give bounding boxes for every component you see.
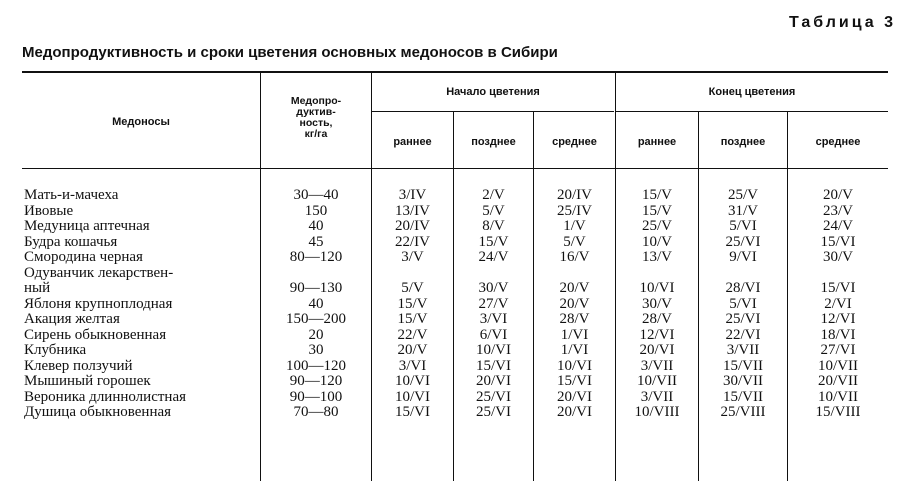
end-early-column bbox=[616, 188, 698, 421]
start-late-column bbox=[454, 188, 533, 421]
table-cell-e-early: 12/VI bbox=[639, 326, 675, 343]
table-cell-e-early: 10/VII bbox=[637, 373, 677, 389]
table-cell-e-late: 22/VI bbox=[725, 326, 761, 343]
table-cell-e-early: 28/V bbox=[642, 311, 672, 327]
table-cell-s-avg: 1/V bbox=[563, 218, 586, 234]
plant-name: Душица обыкновенная bbox=[24, 404, 172, 420]
table-cell-prod: 90—100 bbox=[289, 388, 343, 405]
table-cell-prod: 40 bbox=[308, 295, 324, 312]
table-cell-prod: 90—130 bbox=[289, 280, 343, 296]
table-cell-s-late: 8/V bbox=[482, 218, 505, 234]
header-end-late: позднее bbox=[720, 136, 766, 148]
plant-name: Будра кошачья bbox=[24, 233, 118, 250]
table-cell-e-early: 10/VI bbox=[639, 280, 675, 296]
top-rule bbox=[22, 71, 888, 73]
table-cell-e-avg: 23/V bbox=[823, 202, 853, 219]
table-cell-s-avg: 20/VI bbox=[557, 388, 592, 405]
table-cell-s-early: 15/V bbox=[397, 311, 428, 327]
table-cell-prod: 30 bbox=[308, 342, 324, 358]
plant-name: Одуванчик лекарствен- ный bbox=[24, 264, 174, 296]
table-cell-s-early: 15/V bbox=[397, 295, 428, 312]
table-cell-s-avg: 10/VI bbox=[557, 357, 592, 374]
table-cell-s-avg: 28/V bbox=[559, 311, 590, 327]
header-flowering-end: Конец цветения bbox=[708, 86, 796, 98]
table-cell-e-avg: 15/VIII bbox=[815, 404, 861, 420]
plant-name: Медуница аптечная bbox=[24, 218, 150, 234]
plant-name: Яблоня крупноплодная bbox=[24, 295, 173, 312]
table-cell-s-avg: 20/V bbox=[559, 295, 590, 312]
start-group-rule bbox=[372, 111, 614, 112]
header-start-late: позднее bbox=[471, 136, 516, 148]
table-cell-e-early: 20/VI bbox=[639, 342, 675, 358]
table-cell-e-avg: 15/VI bbox=[820, 233, 856, 250]
table-cell-s-late: 10/VI bbox=[476, 342, 511, 358]
table-cell-s-late: 5/V bbox=[482, 202, 505, 219]
table-cell-e-avg: 10/VII bbox=[818, 388, 858, 405]
plant-name: Вероника длиннолистная bbox=[24, 388, 186, 405]
table-cell-s-avg: 5/V bbox=[563, 233, 586, 250]
table-cell-e-early: 3/VII bbox=[640, 357, 674, 374]
table-cell-s-avg: 15/VI bbox=[557, 373, 592, 389]
table-cell-s-late: 2/V bbox=[482, 187, 505, 203]
table-cell-e-avg: 27/VI bbox=[820, 342, 856, 358]
start-early-column bbox=[372, 188, 453, 421]
header-flowering-start: Начало цветения bbox=[446, 86, 540, 98]
table-cell-s-early: 3/IV bbox=[398, 187, 427, 203]
table-cell-s-early: 22/V bbox=[397, 326, 428, 343]
table-cell-e-late: 25/VI bbox=[725, 233, 761, 250]
plant-name: Смородина черная bbox=[24, 249, 143, 265]
table-cell-e-late: 30/VII bbox=[723, 373, 763, 389]
table-cell-s-avg: 25/IV bbox=[557, 202, 592, 219]
table-cell-e-late: 31/V bbox=[728, 202, 758, 219]
table-cell-s-avg: 20/V bbox=[559, 280, 590, 296]
table-cell-s-avg: 20/VI bbox=[557, 404, 592, 420]
table-cell-s-late: 30/V bbox=[478, 280, 509, 296]
table-cell-e-avg: 12/VI bbox=[820, 311, 856, 327]
table-cell-e-late: 5/VI bbox=[729, 295, 757, 312]
table-cell-e-avg: 20/V bbox=[823, 187, 853, 203]
table-cell-prod: 45 bbox=[308, 233, 324, 250]
header-plants: Медоносы bbox=[112, 116, 170, 128]
table-cell-e-late: 3/VII bbox=[726, 342, 760, 358]
table-cell-e-late: 25/VIII bbox=[720, 404, 766, 420]
table-cell-s-early: 10/VI bbox=[395, 373, 430, 389]
table-cell-s-late: 24/V bbox=[478, 249, 509, 265]
table-cell-e-early: 10/VIII bbox=[634, 404, 680, 420]
table-cell-prod: 100—120 bbox=[286, 357, 346, 374]
start-average-column bbox=[534, 188, 615, 421]
table-cell-e-late: 5/VI bbox=[729, 218, 757, 234]
plant-name: Сирень обыкновенная bbox=[24, 326, 167, 343]
table-cell-prod: 80—120 bbox=[289, 249, 343, 265]
plant-name: Мать-и-мачеха bbox=[24, 187, 119, 203]
table-cell-s-late: 15/V bbox=[478, 233, 509, 250]
table-cell-s-late: 25/VI bbox=[476, 388, 511, 405]
table-cell-prod: 90—120 bbox=[289, 373, 343, 389]
table-cell-prod: 150—200 bbox=[286, 311, 346, 327]
vline bbox=[260, 73, 261, 481]
end-group-rule bbox=[616, 111, 888, 112]
table-cell-e-avg: 30/V bbox=[823, 249, 853, 265]
productivity-column bbox=[262, 188, 370, 421]
table-cell-prod: 70—80 bbox=[293, 404, 339, 420]
header-end-early: раннее bbox=[637, 136, 677, 148]
table-cell-s-early: 5/V bbox=[401, 280, 424, 296]
table-number: Таблица 3 bbox=[788, 14, 896, 31]
table-cell-e-avg: 18/VI bbox=[820, 326, 856, 343]
header-bottom-rule bbox=[22, 168, 888, 169]
table-cell-s-early: 3/VI bbox=[398, 357, 427, 374]
plant-name-column bbox=[24, 188, 260, 421]
table-cell-s-avg: 1/VI bbox=[560, 326, 589, 343]
table-cell-e-late: 28/VI bbox=[725, 280, 761, 296]
plant-name: Клевер ползучий bbox=[24, 357, 133, 374]
table-cell-e-early: 13/V bbox=[642, 249, 672, 265]
table-cell-s-late: 6/VI bbox=[479, 326, 508, 343]
table-cell-e-early: 3/VII bbox=[640, 388, 674, 405]
plant-name: Клубника bbox=[24, 342, 87, 358]
table-cell-s-late: 27/V bbox=[478, 295, 509, 312]
table-cell-e-late: 15/VII bbox=[723, 388, 763, 405]
end-average-column bbox=[788, 188, 888, 421]
table-cell-e-early: 25/V bbox=[642, 218, 672, 234]
plant-name: Мышиный горошек bbox=[24, 373, 151, 389]
table-cell-e-late: 25/VI bbox=[725, 311, 761, 327]
table-cell-s-late: 3/VI bbox=[479, 311, 508, 327]
table-cell-s-avg: 1/VI bbox=[560, 342, 589, 358]
table-cell-s-early: 20/IV bbox=[395, 218, 430, 234]
table-caption: Медопродуктивность и сроки цветения основных медоносов в Сибири bbox=[22, 44, 558, 61]
table-cell-s-early: 3/V bbox=[401, 249, 424, 265]
table-cell-e-early: 10/V bbox=[642, 233, 672, 250]
header-start-early: раннее bbox=[393, 136, 432, 148]
table-cell-s-early: 20/V bbox=[397, 342, 428, 358]
table-cell-e-avg: 15/VI bbox=[820, 280, 856, 296]
table-cell-s-avg: 16/V bbox=[559, 249, 590, 265]
end-late-column bbox=[699, 188, 787, 421]
table-cell-s-early: 10/VI bbox=[395, 388, 430, 405]
table-cell-e-avg: 10/VII bbox=[818, 357, 858, 374]
table-cell-e-late: 9/VI bbox=[729, 249, 757, 265]
header-start-average: среднее bbox=[552, 136, 597, 148]
table-cell-s-avg: 20/IV bbox=[557, 187, 592, 203]
plant-name: Акация желтая bbox=[24, 311, 120, 327]
table-cell-e-early: 15/V bbox=[642, 202, 672, 219]
table-cell-prod: 150 bbox=[304, 202, 328, 219]
table-cell-prod: 40 bbox=[308, 218, 324, 234]
table-cell-e-late: 15/VII bbox=[723, 357, 763, 374]
table-cell-prod: 30—40 bbox=[293, 187, 339, 203]
table-cell-s-early: 22/IV bbox=[395, 233, 430, 250]
table-cell-s-early: 15/VI bbox=[395, 404, 430, 420]
table-cell-e-avg: 20/VII bbox=[818, 373, 858, 389]
header-productivity: Медопро- дуктив- ность, кг/га bbox=[290, 95, 342, 140]
table-cell-e-late: 25/V bbox=[728, 187, 758, 203]
table-cell-e-early: 15/V bbox=[642, 187, 672, 203]
table-cell-e-avg: 2/VI bbox=[824, 295, 852, 312]
table-cell-s-early: 13/IV bbox=[395, 202, 430, 219]
plant-name: Ивовые bbox=[24, 202, 74, 219]
header-end-average: среднее bbox=[815, 136, 861, 148]
table-cell-e-avg: 24/V bbox=[823, 218, 853, 234]
table-cell-s-late: 25/VI bbox=[476, 404, 511, 420]
table-cell-prod: 20 bbox=[308, 326, 324, 343]
table-cell-s-late: 15/VI bbox=[476, 357, 511, 374]
table-cell-e-early: 30/V bbox=[642, 295, 672, 312]
table-cell-s-late: 20/VI bbox=[476, 373, 511, 389]
